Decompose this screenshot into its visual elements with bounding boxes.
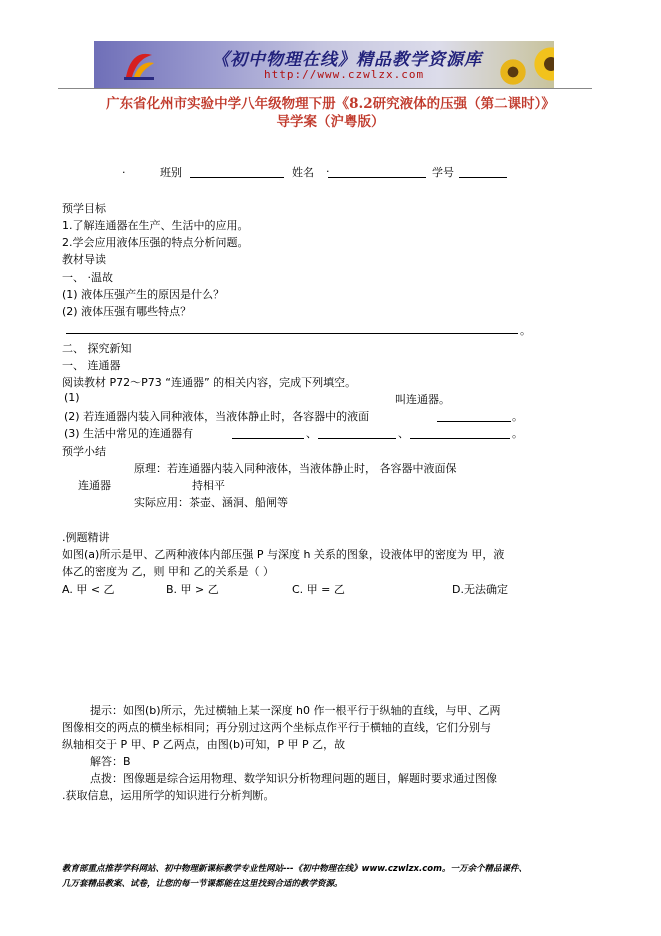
fill-item-1-number: (1) bbox=[64, 391, 80, 404]
name-field[interactable] bbox=[328, 165, 426, 178]
explore-intro: 阅读教材 P72～P73 “连通器” 的相关内容，完成下列填空。 bbox=[62, 376, 357, 389]
example-question-line-2: 体乙的密度为 乙，则 甲和 乙的关系是（ ） bbox=[62, 565, 274, 578]
fill-item-1-text: 叫连通器。 bbox=[395, 393, 450, 406]
period-mark: 。 bbox=[520, 324, 531, 337]
name-label: 姓名 bbox=[292, 166, 314, 179]
objective-item: 1.了解连通器在生产、生活中的应用。 bbox=[62, 219, 249, 232]
student-id-field[interactable] bbox=[459, 165, 507, 178]
answer-line-text: 解答：B bbox=[90, 755, 131, 768]
summary-heading: 预学小结 bbox=[62, 445, 106, 458]
comment-line-1: 点拨：图像题是综合运用物理、数学知识分析物理问题的题目，解题时要求通过图像 bbox=[90, 772, 497, 785]
option-c: C. 甲 = 乙 bbox=[292, 583, 345, 596]
explore-subheading: 一、 连通器 bbox=[62, 359, 121, 372]
option-a: A. 甲 < 乙 bbox=[62, 583, 115, 596]
site-logo-icon bbox=[122, 49, 156, 81]
hint-line-1: 提示：如图(b)所示，先过横轴上某一深度 h0 作一根平行于纵轴的直线，与甲、乙两 bbox=[90, 704, 501, 717]
review-question-2: (2) 液体压强有哪些特点？ bbox=[62, 305, 192, 318]
fill-item-2: (2) 若连通器内装入同种液体，当液体静止时，各容器中的液面 bbox=[64, 410, 370, 423]
fill-blank-3a[interactable] bbox=[232, 426, 304, 439]
fill-item-3-end: 。 bbox=[512, 427, 523, 440]
hint-line-2: 图像相交的两点的横坐标相同；再分别过这两个坐标点作平行于横轴的直线，它们分别与 bbox=[62, 721, 491, 734]
fill-blank-2[interactable] bbox=[437, 409, 511, 422]
header-divider bbox=[58, 88, 592, 89]
summary-principle: 原理：若连通器内装入同种液体，当液体静止时， 各容器中液面保 bbox=[134, 462, 457, 475]
name-dot: . bbox=[326, 162, 330, 175]
answer-line[interactable] bbox=[66, 333, 518, 334]
class-field[interactable] bbox=[190, 165, 284, 178]
fill-item-3: (3) 生活中常见的连通器有 bbox=[64, 427, 194, 440]
guide-heading: 教材导读 bbox=[62, 253, 106, 266]
bullet-dot: · bbox=[122, 166, 126, 179]
review-heading: 一、 ·温故 bbox=[62, 271, 113, 284]
student-id-label: 学号 bbox=[432, 166, 454, 179]
option-d: D.无法确定 bbox=[452, 583, 508, 596]
class-label: 班别 bbox=[160, 166, 182, 179]
document-subtitle: 导学案（沪粤版） bbox=[276, 114, 385, 130]
banner-url: http://www.czwlzx.com bbox=[264, 68, 425, 81]
option-b: B. 甲 > 乙 bbox=[166, 583, 219, 596]
summary-principle-cont: 持相平 bbox=[192, 479, 225, 492]
explore-heading: 二、 探究新知 bbox=[62, 342, 132, 355]
footer-line-2: 几万套精品教案、试卷，让您的每一节课都能在这里找到合适的教学资源。 bbox=[62, 879, 343, 889]
summary-subject: 连通器 bbox=[78, 479, 111, 492]
summary-application: 实际应用：茶壶、涵洞、船闸等 bbox=[134, 496, 288, 509]
objectives-heading: 预学目标 bbox=[62, 202, 106, 215]
comment-line-2: .获取信息，运用所学的知识进行分析判断。 bbox=[62, 789, 275, 802]
sunflower-icon bbox=[500, 59, 526, 85]
banner-title: 《初中物理在线》精品教学资源库 bbox=[212, 50, 482, 70]
fill-blank-3b[interactable] bbox=[318, 426, 396, 439]
separator: 、 bbox=[306, 427, 317, 440]
hint-line-3: 纵轴相交于 P 甲、P 乙两点，由图(b)可知，P 甲 P 乙，故 bbox=[62, 738, 346, 751]
separator: 、 bbox=[398, 427, 409, 440]
sunflower-icon bbox=[534, 47, 554, 81]
objective-item: 2.学会应用液体压强的特点分析问题。 bbox=[62, 236, 249, 249]
document-title: 广东省化州市实验中学八年级物理下册《8.2研究液体的压强（第二课时）》 bbox=[106, 96, 555, 112]
footer-line-1: 教育部重点推荐学科网站、初中物理新课标教学专业性网站---《初中物理在线》www.czwlzx.com。一万余个精品课件、 bbox=[62, 864, 527, 874]
review-question-1: (1) 液体压强产生的原因是什么？ bbox=[62, 288, 225, 301]
fill-item-2-end: 。 bbox=[512, 410, 523, 423]
banner-image bbox=[94, 41, 554, 88]
example-heading: .例题精讲 bbox=[62, 531, 110, 544]
example-question-line-1: 如图(a)所示是甲、乙两种液体内部压强 P 与深度 h 关系的图象，设液体甲的密度为 甲，液 bbox=[62, 548, 505, 561]
fill-blank-3c[interactable] bbox=[410, 426, 510, 439]
